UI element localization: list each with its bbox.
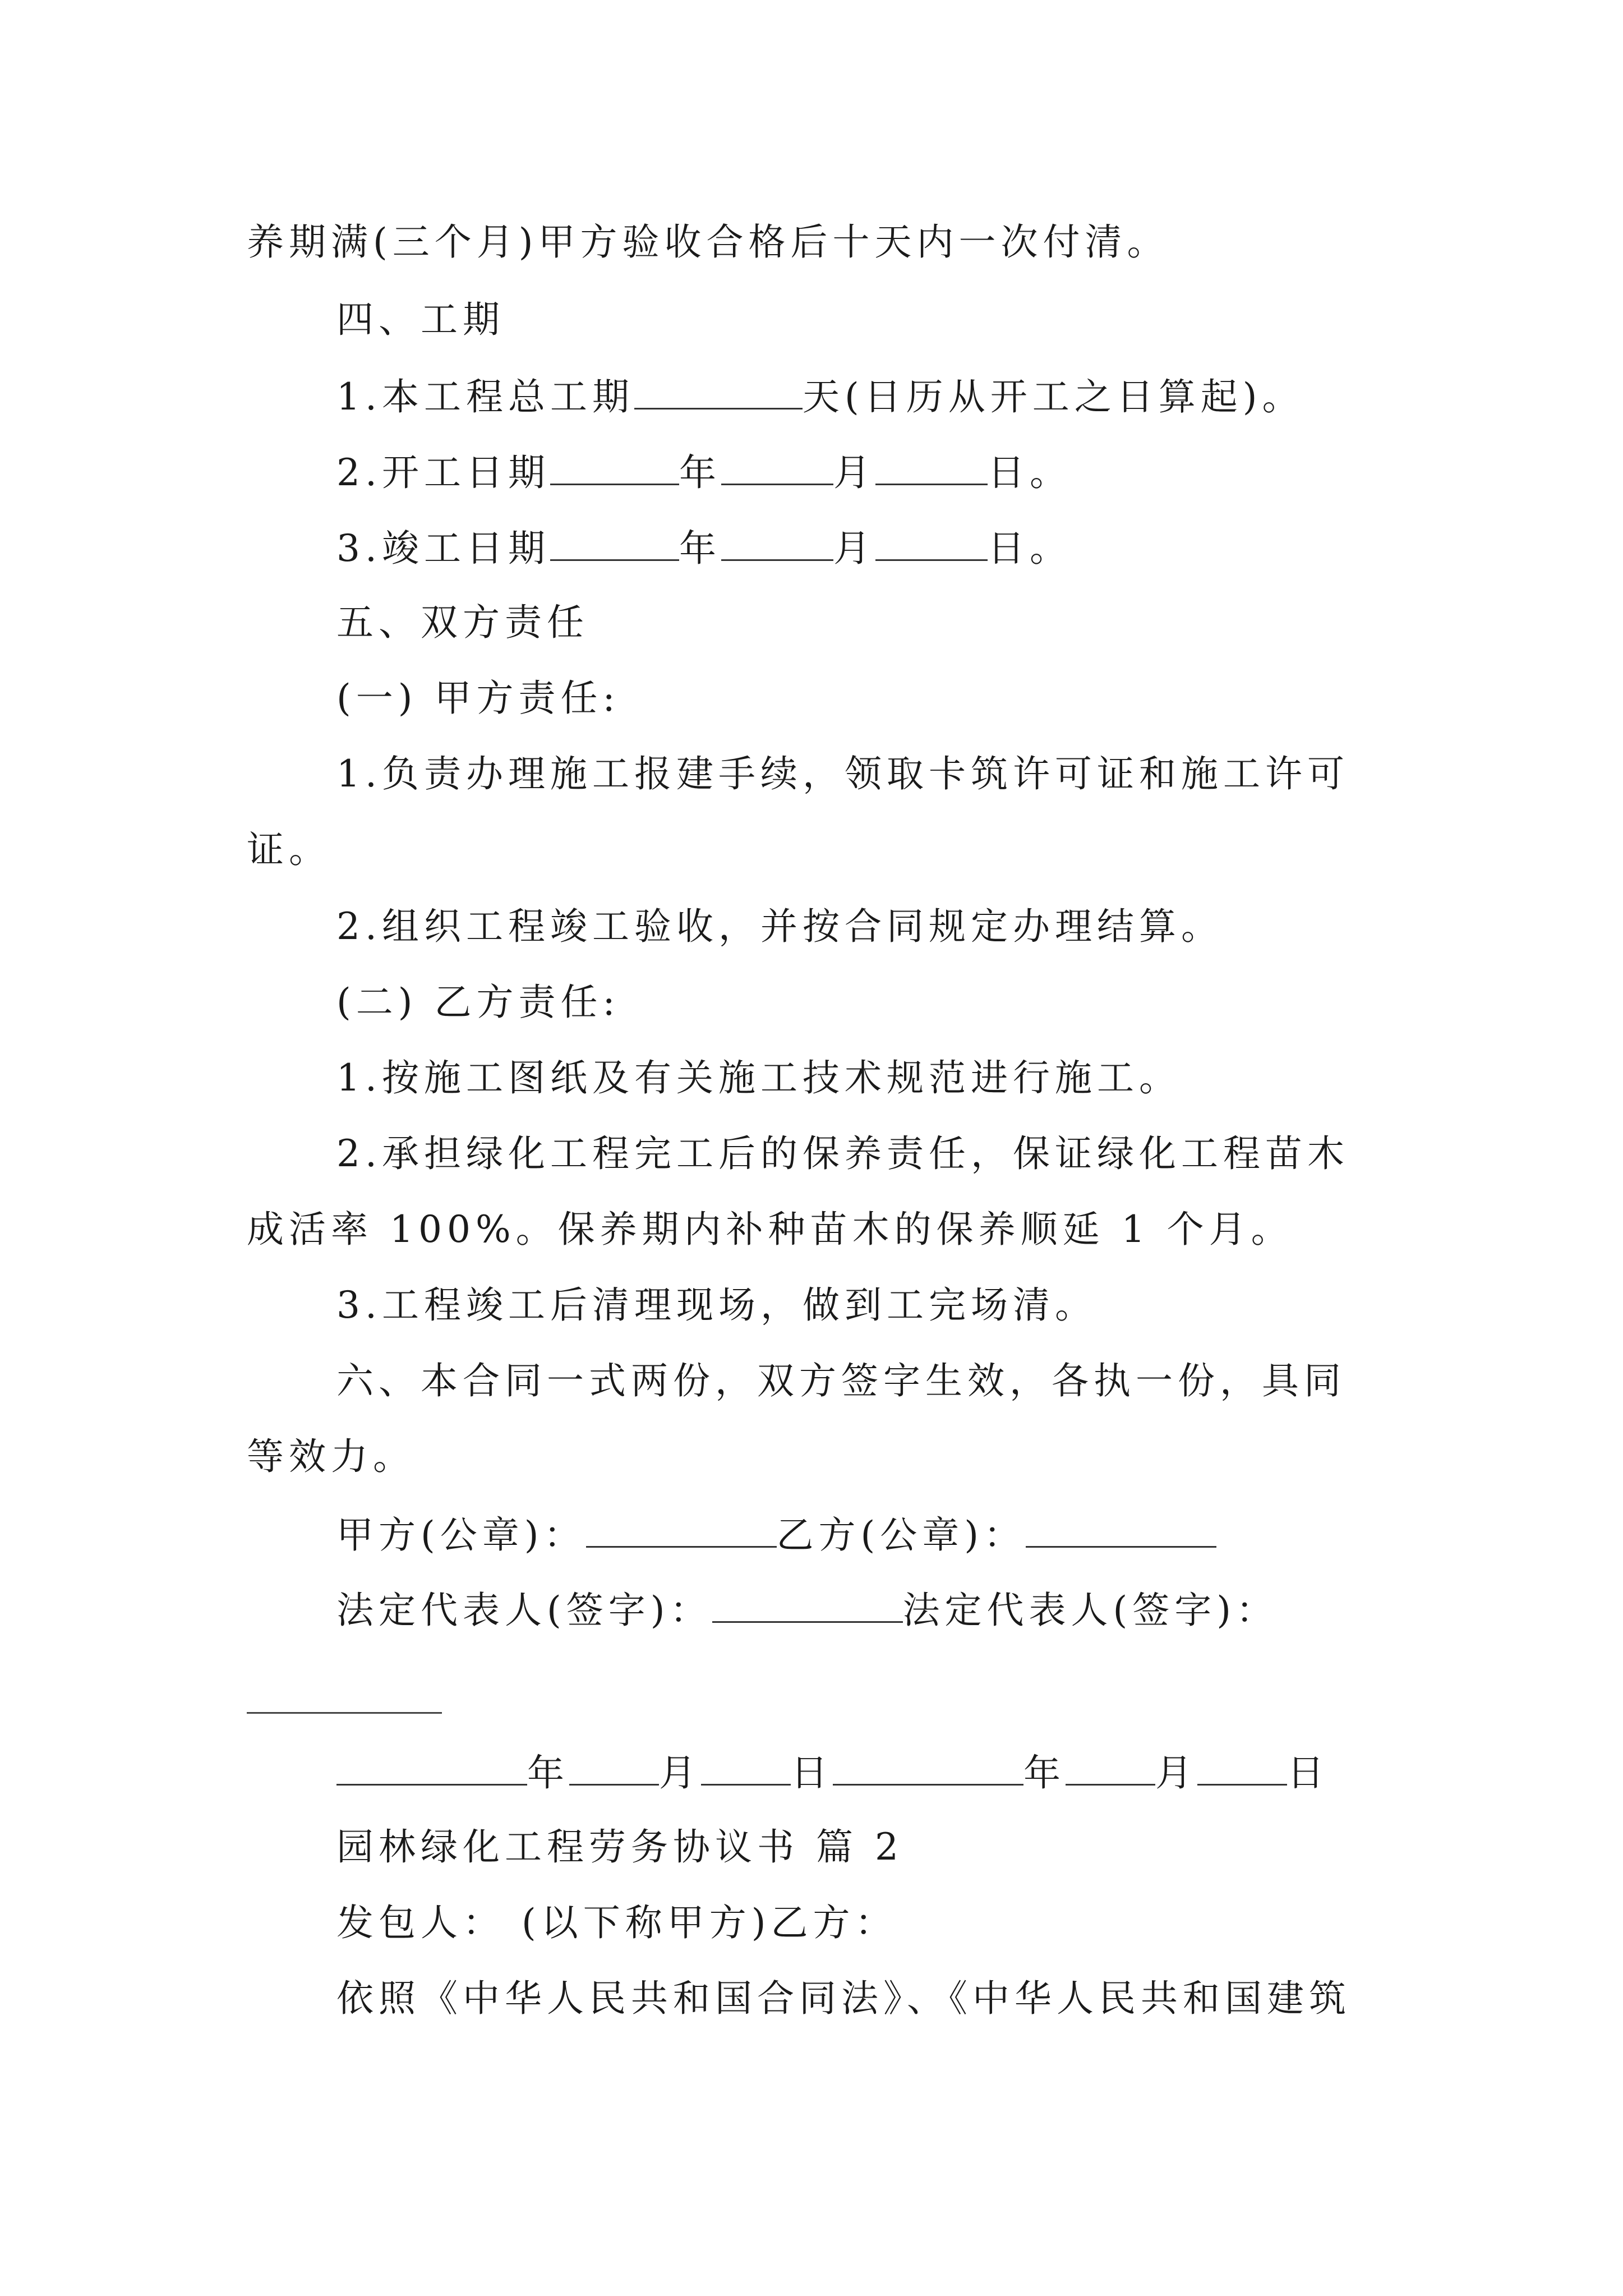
- text: 1.负责办理施工报建手续，领取卡筑许可证和施工许可: [336, 752, 1349, 795]
- document-subtitle: [336, 1825, 903, 1870]
- text: 月: [659, 1751, 701, 1795]
- party-b-item-2-continued: [247, 1207, 1293, 1252]
- fill-blank: [586, 1511, 777, 1548]
- fill-blank: [550, 524, 679, 561]
- text: 等效力。: [247, 1435, 415, 1478]
- fill-blank: [247, 1712, 442, 1714]
- text: 年: [1023, 1751, 1066, 1795]
- fill-blank: [712, 1586, 903, 1623]
- party-a-item-2: [336, 904, 1223, 949]
- fill-blank: [721, 524, 833, 561]
- party-b-item-1: [336, 1056, 1181, 1101]
- clause-copies-continued: [247, 1434, 415, 1479]
- text: 1.按施工图纸及有关施工技术规范进行施工。: [336, 1056, 1181, 1099]
- fill-blank: [875, 524, 988, 561]
- text: 天(日历从开工之日算起)。: [802, 375, 1304, 418]
- text: 月: [833, 451, 875, 494]
- fill-blank: [634, 373, 803, 409]
- text: (一) 甲方责任:: [336, 677, 620, 720]
- text: 3.竣工日期: [336, 527, 550, 570]
- clause-start-date: [336, 449, 1072, 495]
- text: 日。: [987, 451, 1072, 494]
- subheading-party-a: [336, 676, 620, 721]
- text: 依照《中华人民共和国合同法》、《中华人民共和国建筑: [336, 1977, 1351, 2020]
- clause-copies: [336, 1359, 1346, 1404]
- paragraph-payment-terms: [247, 220, 1169, 265]
- text: 1.本工程总工期: [336, 375, 634, 418]
- clause-total-duration: [336, 373, 1304, 420]
- text: 四、工期: [336, 298, 505, 341]
- text: 养期满(三个月)甲方验收合格后十天内一次付清。: [247, 220, 1169, 264]
- subheading-party-b: [336, 980, 620, 1025]
- text: 2.组织工程竣工验收，并按合同规定办理结算。: [336, 905, 1223, 948]
- legal-basis: [336, 1976, 1351, 2021]
- fill-blank: [550, 449, 679, 485]
- clause-completion-date: [336, 524, 1072, 571]
- fill-blank: [569, 1749, 659, 1786]
- fill-blank: [1066, 1749, 1155, 1786]
- signature-date-row: [336, 1749, 1329, 1796]
- text: 法定代表人(签字)：: [902, 1589, 1278, 1632]
- text: 法定代表人(签字)：: [336, 1589, 712, 1632]
- text: 成活率 100%。保养期内补种苗木的保养顺延 1 个月。: [247, 1208, 1293, 1251]
- text: 2.开工日期: [336, 451, 550, 494]
- text: 日: [1287, 1751, 1329, 1795]
- fill-blank: [1026, 1511, 1216, 1548]
- text: 3.工程竣工后清理现场，做到工完场清。: [336, 1283, 1097, 1327]
- party-a-item-1-continued: [247, 827, 331, 872]
- fill-blank: [875, 449, 988, 485]
- text: 年: [527, 1751, 569, 1795]
- signature-representative-row: [336, 1586, 1278, 1633]
- text: 日: [791, 1751, 833, 1795]
- text: 2.承担绿化工程完工后的保养责任，保证绿化工程苗木: [336, 1132, 1349, 1175]
- fill-blank: [1197, 1749, 1287, 1786]
- party-b-item-3: [336, 1283, 1097, 1328]
- text: 五、双方责任: [336, 601, 589, 644]
- text: 六、本合同一式两份，双方签字生效，各执一份，具同: [336, 1359, 1346, 1402]
- text: 证。: [247, 828, 331, 871]
- text: 年: [679, 527, 721, 570]
- fill-blank: [701, 1749, 791, 1786]
- text: 月: [1155, 1751, 1197, 1795]
- text: 发包人： (以下称甲方)乙方：: [336, 1901, 897, 1944]
- text: 日。: [987, 527, 1072, 570]
- signature-seal-row: [336, 1511, 1216, 1558]
- fill-blank: [721, 449, 833, 485]
- fill-blank: [833, 1749, 1023, 1786]
- text: 乙方(公章)：: [776, 1513, 1026, 1557]
- party-a-item-1: [336, 752, 1349, 797]
- text: 年: [679, 451, 721, 494]
- party-b-item-2: [336, 1131, 1349, 1176]
- text: 月: [833, 527, 875, 570]
- section-heading-responsibilities: [336, 600, 589, 645]
- section-heading-schedule: [336, 297, 505, 342]
- text: (二) 乙方责任:: [336, 981, 620, 1024]
- text: 甲方(公章)：: [336, 1513, 586, 1557]
- text: 园林绿化工程劳务协议书 篇 2: [336, 1825, 903, 1869]
- parties-intro: [336, 1901, 897, 1945]
- fill-blank: [336, 1749, 527, 1786]
